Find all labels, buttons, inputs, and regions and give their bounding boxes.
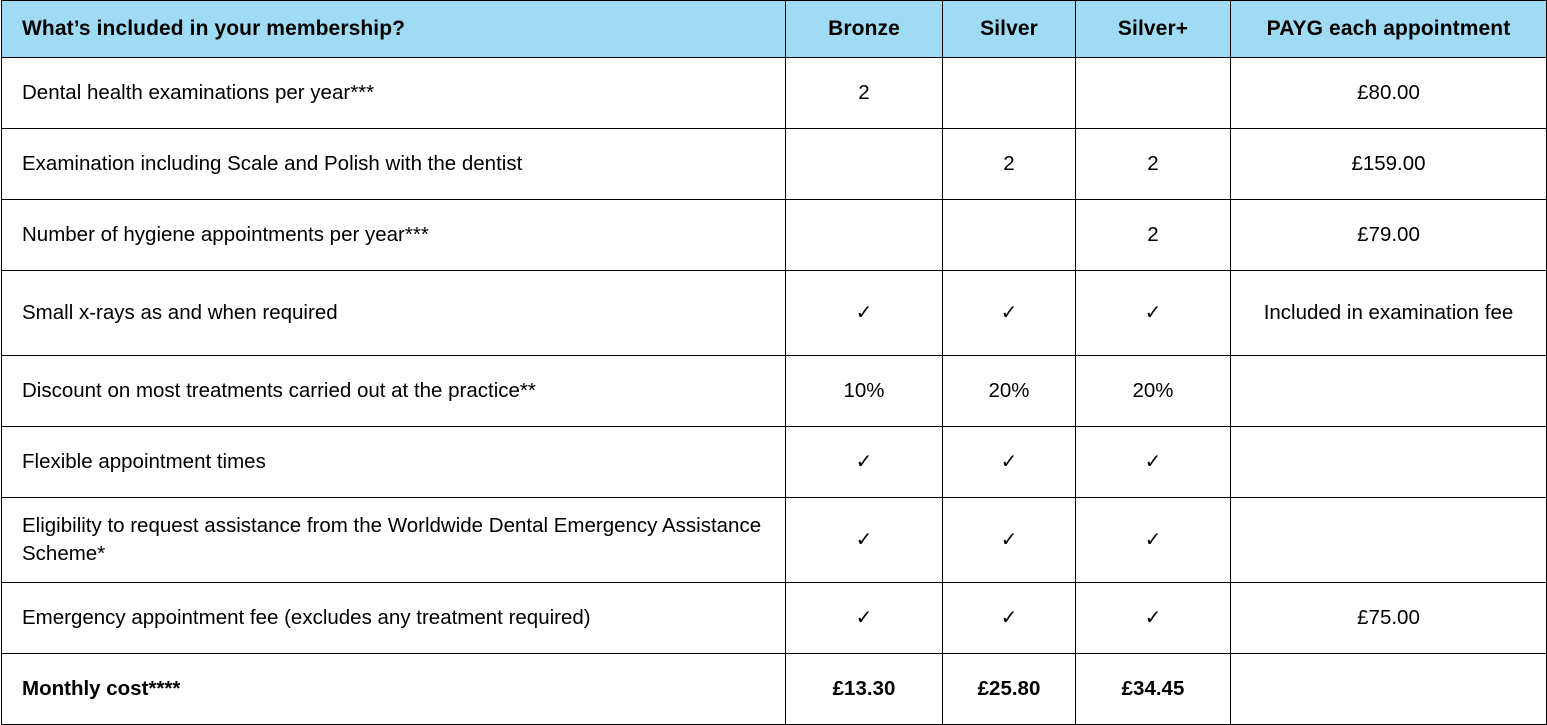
table-row bbox=[2, 427, 1547, 498]
row-feature-label: Flexible appointment times bbox=[2, 427, 786, 498]
cell-bronze bbox=[786, 129, 943, 200]
column-header-bronze: Bronze bbox=[786, 1, 943, 58]
cell-silver-plus-check-icon: ✓ bbox=[1076, 498, 1231, 583]
cell-silver-plus: 20% bbox=[1076, 356, 1231, 427]
cell-bronze: 10% bbox=[786, 356, 943, 427]
cell-silver-plus-monthly-cost: £34.45 bbox=[1076, 654, 1231, 725]
membership-comparison-table bbox=[1, 0, 1547, 725]
table-row bbox=[2, 58, 1547, 129]
row-feature-label-monthly-cost: Monthly cost**** bbox=[2, 654, 786, 725]
cell-bronze-monthly-cost: £13.30 bbox=[786, 654, 943, 725]
row-feature-label: Eligibility to request assistance from the Worldwide Dental Emergency Assistance Scheme* bbox=[2, 498, 786, 583]
cell-payg: Included in examination fee bbox=[1231, 271, 1547, 356]
cell-payg bbox=[1231, 427, 1547, 498]
table-row bbox=[2, 129, 1547, 200]
cell-silver-plus: 2 bbox=[1076, 200, 1231, 271]
cell-payg bbox=[1231, 498, 1547, 583]
row-feature-label: Emergency appointment fee (excludes any treatment required) bbox=[2, 583, 786, 654]
cell-silver: 20% bbox=[943, 356, 1076, 427]
table-row bbox=[2, 200, 1547, 271]
row-feature-label: Discount on most treatments carried out at the practice** bbox=[2, 356, 786, 427]
row-feature-label: Small x-rays as and when required bbox=[2, 271, 786, 356]
cell-silver-plus-check-icon: ✓ bbox=[1076, 271, 1231, 356]
row-feature-label: Dental health examinations per year*** bbox=[2, 58, 786, 129]
cell-payg: £79.00 bbox=[1231, 200, 1547, 271]
cell-silver-plus bbox=[1076, 58, 1231, 129]
cell-bronze-check-icon: ✓ bbox=[786, 498, 943, 583]
cell-silver: 2 bbox=[943, 129, 1076, 200]
cell-silver bbox=[943, 58, 1076, 129]
column-header-silver: Silver bbox=[943, 1, 1076, 58]
cell-silver-check-icon: ✓ bbox=[943, 498, 1076, 583]
row-feature-label: Examination including Scale and Polish with the dentist bbox=[2, 129, 786, 200]
cell-payg-monthly-cost bbox=[1231, 654, 1547, 725]
column-header-feature: What’s included in your membership? bbox=[2, 1, 786, 58]
cell-silver-check-icon: ✓ bbox=[943, 583, 1076, 654]
cell-payg: £159.00 bbox=[1231, 129, 1547, 200]
table-header-row bbox=[2, 1, 1547, 58]
cell-silver-plus-check-icon: ✓ bbox=[1076, 583, 1231, 654]
column-header-silver-plus: Silver+ bbox=[1076, 1, 1231, 58]
cell-payg bbox=[1231, 356, 1547, 427]
column-header-payg: PAYG each appointment bbox=[1231, 1, 1547, 58]
cell-silver-plus-check-icon: ✓ bbox=[1076, 427, 1231, 498]
cell-bronze: 2 bbox=[786, 58, 943, 129]
cell-payg: £80.00 bbox=[1231, 58, 1547, 129]
row-feature-label: Number of hygiene appointments per year*** bbox=[2, 200, 786, 271]
table-row bbox=[2, 271, 1547, 356]
cell-bronze-check-icon: ✓ bbox=[786, 427, 943, 498]
cell-bronze-check-icon: ✓ bbox=[786, 583, 943, 654]
cell-silver-plus: 2 bbox=[1076, 129, 1231, 200]
cell-payg: £75.00 bbox=[1231, 583, 1547, 654]
cell-silver-monthly-cost: £25.80 bbox=[943, 654, 1076, 725]
cell-bronze-check-icon: ✓ bbox=[786, 271, 943, 356]
cell-bronze bbox=[786, 200, 943, 271]
table-row bbox=[2, 583, 1547, 654]
table-row bbox=[2, 356, 1547, 427]
table-row-monthly-cost bbox=[2, 654, 1547, 725]
cell-silver bbox=[943, 200, 1076, 271]
cell-silver-check-icon: ✓ bbox=[943, 271, 1076, 356]
table-header bbox=[2, 1, 1547, 58]
table-body bbox=[2, 58, 1547, 725]
table-row bbox=[2, 498, 1547, 583]
cell-silver-check-icon: ✓ bbox=[943, 427, 1076, 498]
